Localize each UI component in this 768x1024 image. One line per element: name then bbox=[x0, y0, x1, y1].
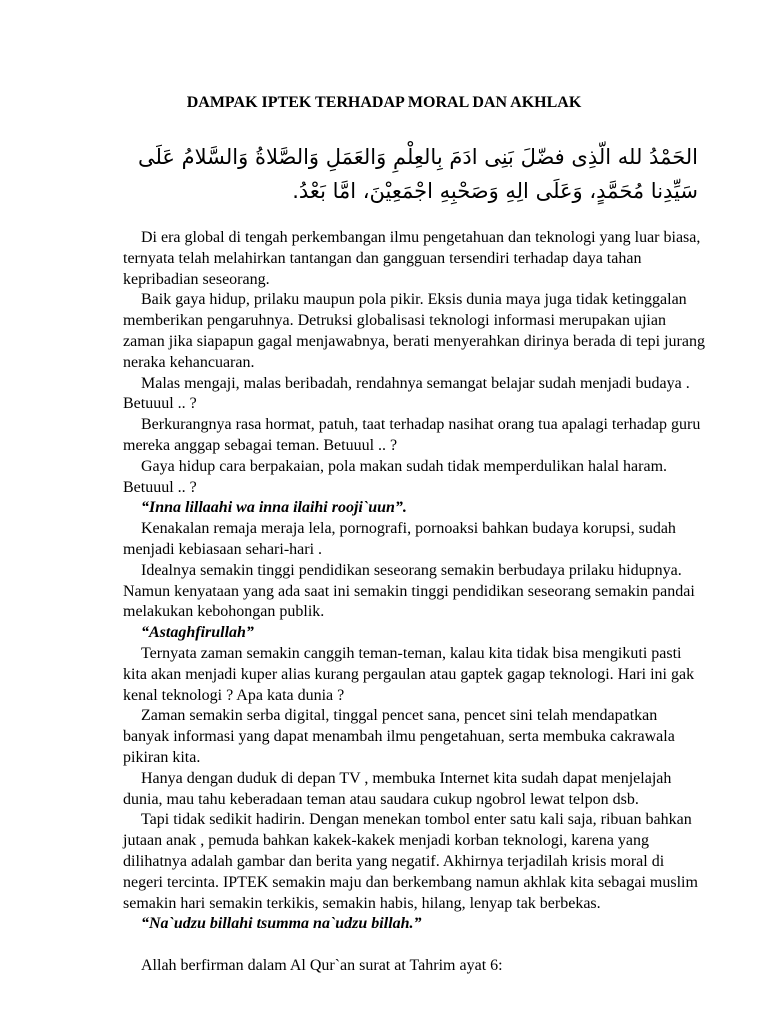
paragraph: Gaya hidup cara berpakaian, pola makan sudah tidak memperdulikan halal haram. Betuuul .. ? bbox=[123, 457, 668, 496]
quote-paragraph: “Inna lillaahi wa inna ilaihi rooji`uun”. bbox=[141, 499, 407, 517]
quote-paragraph: “Na`udzu billahi tsumma na`udzu billah.” bbox=[141, 915, 422, 933]
paragraph: Malas mengaji, malas beribadah, rendahnya semangat belajar sudah menjadi budaya . Betuuul .. ? bbox=[123, 374, 690, 413]
quote-paragraph: “Astaghfirullah” bbox=[141, 624, 254, 642]
paragraph: Ternyata zaman semakin canggih teman-teman, kalau kita tidak bisa mengikuti pasti kita akan menjadi kuper alias kurang pergaulan atau gaptek gagap teknologi. Hari ini gak kenal teknologi ? Apa kata dunia ? bbox=[123, 644, 695, 704]
paragraph-spacer bbox=[123, 935, 705, 956]
document-title: DAMPAK IPTEK TERHADAP MORAL DAN AKHLAK bbox=[186, 94, 582, 111]
paragraph: Berkurangnya rasa hormat, patuh, taat terhadap nasihat orang tua apalagi terhadap guru mereka anggap sebagai teman. Betuuul .. ? bbox=[123, 416, 701, 454]
paragraph: Idealnya semakin tinggi pendidikan seseorang semakin berbudaya prilaku hidupnya. Namun kenyataan yang ada saat ini semakin tinggi pendidikan seseorang semakin pandai melakukan kebohongan publik. bbox=[123, 561, 695, 621]
paragraph: Hanya dengan duduk di depan TV , membuka Internet kita sudah dapat menjelajah dunia, mau tahu keberadaan teman atau saudara cukup ngobrol lewat telpon dsb. bbox=[123, 769, 672, 808]
paragraph: Tapi tidak sedikit hadirin. Dengan menekan tombol enter satu kali saja, ribuan bahkan jutaan anak , pemuda bahkan kakek-kakek menjadi korban teknologi, karena yang dilihatnya adalah gambar dan berita yang negatif. Akhirnya terjadilah krisis moral di negeri tercinta. IPTEK semakin maju dan berkembang namun akhlak kita sebagai muslim semakin hari semakin terkikis, semakin habis, hilang, lenyap tak berbekas. bbox=[123, 811, 698, 912]
paragraph: Zaman semakin serba digital, tinggal pencet sana, pencet sini telah mendapatkan banyak informasi yang dapat menambah ilmu pengetahuan, serta membuka cakrawala pikiran kita. bbox=[123, 707, 675, 766]
paragraph: Di era global di tengah perkembangan ilmu pengetahuan dan teknologi yang luar biasa, ternyata telah melahirkan tantangan dan gangguan tersendiri terhadap daya tahan kepribadian seseorang. bbox=[123, 229, 701, 288]
paragraph: Allah berfirman dalam Al Qur`an surat at Tahrim ayat 6: bbox=[141, 956, 503, 974]
arabic-opening-text: الحَمْدُ لله الّذِى فضّلَ بَنِى ادَمَ بِالعِلْمِ وَالعَمَلِ وَالصَّلاةُ وَالسَّلامُ عَلَى سَيِّدِنا مُحَمَّدٍ، وَعَلَى الِهِ وَصَحْبِهِ اجْمَعِيْنَ، امَّا بَعْدُ. bbox=[137, 145, 698, 203]
paragraph: Baik gaya hidup, prilaku maupun pola pikir. Eksis dunia maya juga tidak ketinggalan memberikan pengaruhnya. Detruksi globalisasi teknologi informasi merupakan ujian zaman jika siapapun gagal menjawabnya, berati menyerahkan dirinya berada di tepi jurang neraka kehancuaran. bbox=[123, 291, 705, 371]
paragraph: Kenakalan remaja meraja lela, pornografi, pornoaksi bahkan budaya korupsi, sudah menjadi kebiasaan sehari-hari . bbox=[123, 520, 676, 558]
body-text bbox=[123, 228, 705, 977]
